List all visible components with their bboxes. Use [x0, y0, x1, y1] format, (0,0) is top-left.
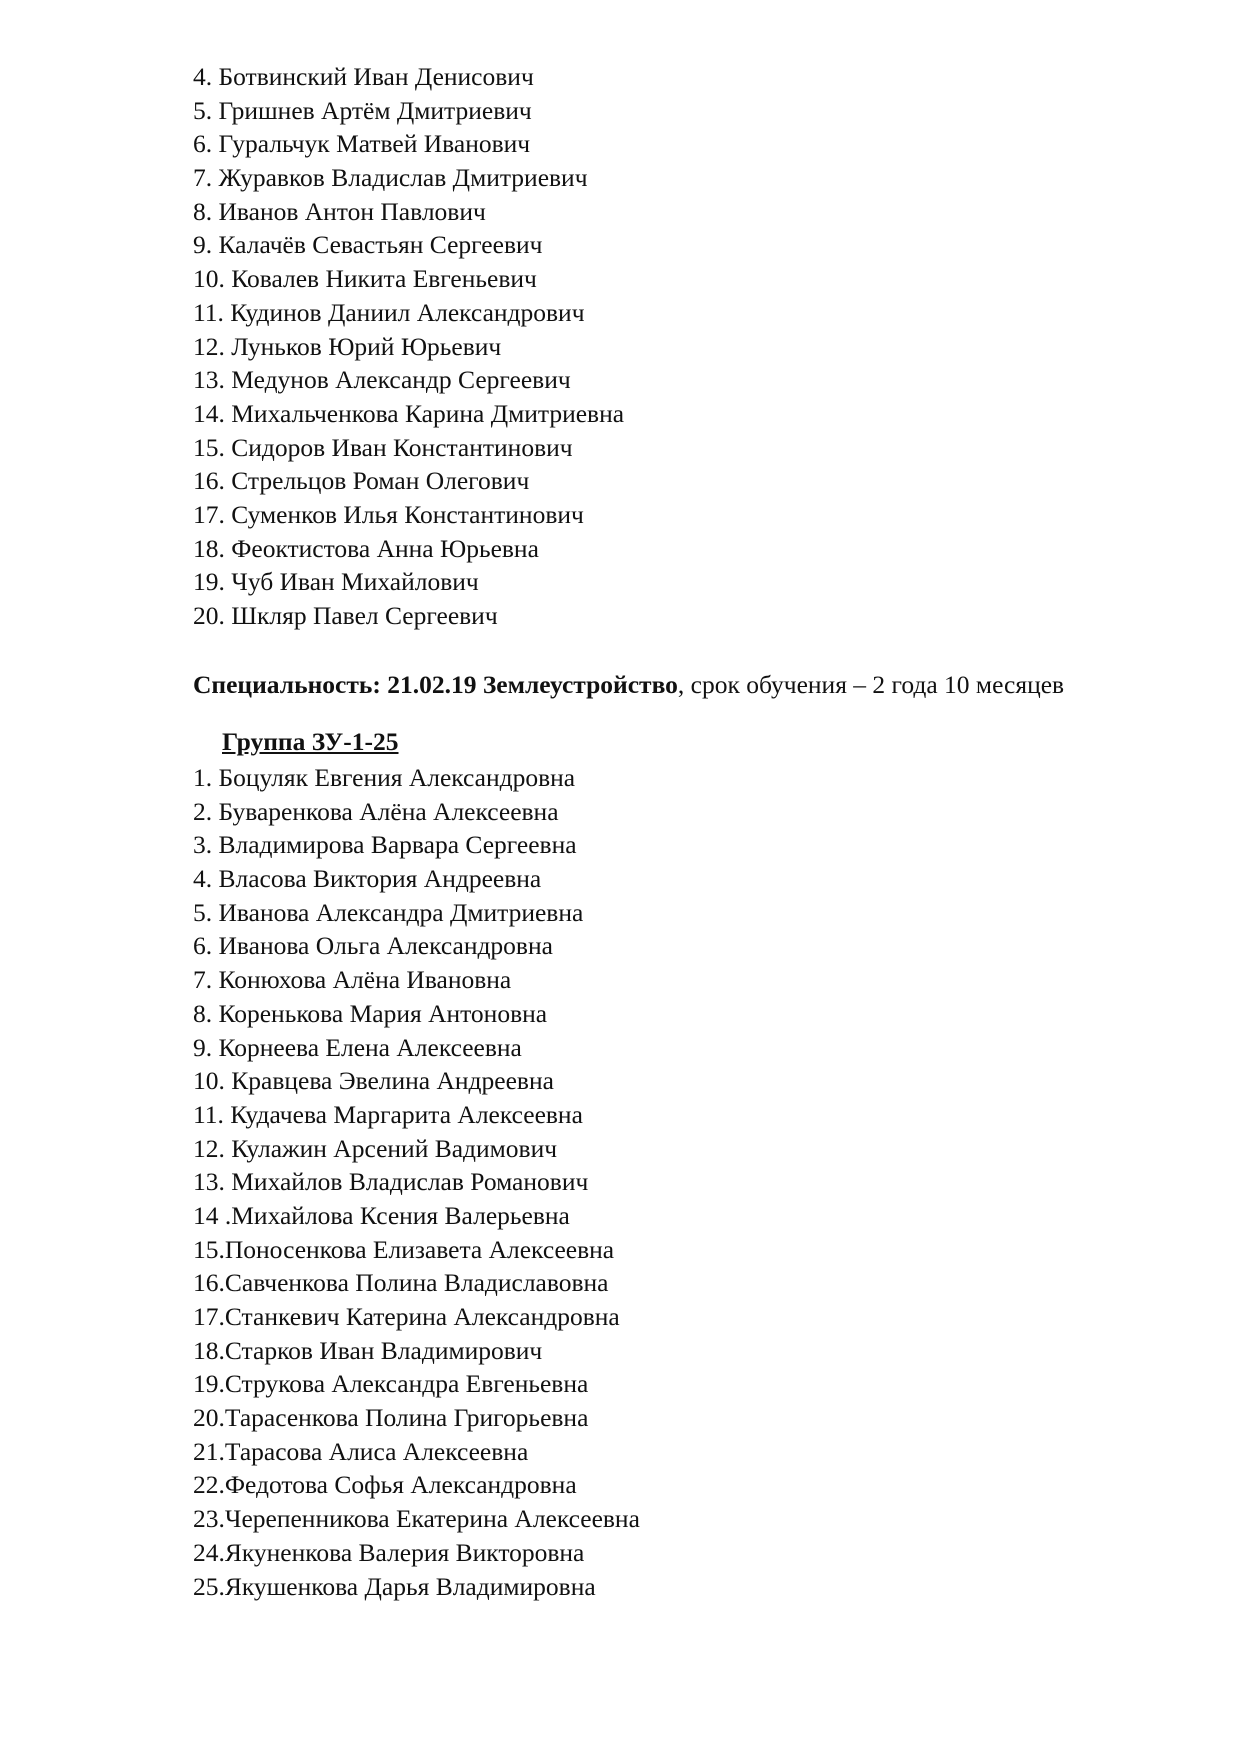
- group-heading: Группа ЗУ-1-25: [222, 727, 399, 756]
- list-item: 12. Кулажин Арсений Вадимович: [193, 1133, 558, 1163]
- list-item: 3. Владимирова Варвара Сергеевна: [193, 830, 577, 860]
- list-item: 24.Якуненкова Валерия Викторовна: [193, 1537, 585, 1567]
- list-item: 20. Шкляр Павел Сергеевич: [193, 601, 498, 630]
- specialty-label: Специальность: 21.02.19 Землеустройство: [193, 670, 678, 699]
- list-item: 22.Федотова Софья Александровна: [193, 1470, 577, 1500]
- list-item: 10. Кравцева Эвелина Андреевна: [193, 1066, 554, 1096]
- list-item: 25.Якушенкова Дарья Владимировна: [193, 1571, 596, 1601]
- list-item: 19. Чуб Иван Михайлович: [193, 567, 479, 597]
- list-item: 23.Черепенникова Екатерина Алексеевна: [193, 1504, 640, 1534]
- list-item: 8. Иванов Антон Павлович: [193, 196, 486, 226]
- list-item: 11. Кудинов Даниил Александрович: [193, 297, 585, 327]
- list-item: 18.Старков Иван Владимирович: [193, 1335, 543, 1365]
- specialty-line: [193, 668, 1064, 702]
- list-item: 19.Струкова Александра Евгеньевна: [193, 1369, 589, 1399]
- list-item: 4. Власова Виктория Андреевна: [193, 864, 542, 894]
- list-item: 2. Буваренкова Алёна Алексеевна: [193, 796, 559, 826]
- list-item: 14 .Михайлова Ксения Валерьевна: [193, 1200, 570, 1230]
- list-item: 15. Сидоров Иван Константинович: [193, 432, 573, 462]
- student-list-previous-group: [193, 60, 624, 633]
- list-item: 21.Тарасова Алиса Алексеевна: [193, 1436, 529, 1466]
- list-item: 7. Журавков Владислав Дмитриевич: [193, 163, 588, 193]
- list-item: 9. Корнеева Елена Алексеевна: [193, 1032, 522, 1062]
- list-item: 20.Тарасенкова Полина Григорьевна: [193, 1403, 589, 1433]
- list-item: 16.Савченкова Полина Владиславовна: [193, 1268, 609, 1298]
- list-item: 18. Феоктистова Анна Юрьевна: [193, 533, 539, 563]
- list-item: 12. Луньков Юрий Юрьевич: [193, 331, 502, 361]
- list-item: 10. Ковалев Никита Евгеньевич: [193, 264, 537, 294]
- list-item: 5. Иванова Александра Дмитриевна: [193, 897, 584, 927]
- list-item: 17.Станкевич Катерина Александровна: [193, 1302, 620, 1331]
- list-item: 13. Медунов Александр Сергеевич: [193, 365, 571, 395]
- list-item: 11. Кудачева Маргарита Алексеевна: [193, 1099, 583, 1129]
- student-list-group: [193, 761, 640, 1603]
- list-item: 8. Коренькова Мария Антоновна: [193, 998, 548, 1028]
- list-item: 17. Суменков Илья Константинович: [193, 499, 584, 529]
- list-item: 16. Стрельцов Роман Олегович: [193, 466, 530, 496]
- list-item: 7. Конюхова Алёна Ивановна: [193, 965, 512, 995]
- list-item: 13. Михайлов Владислав Романович: [193, 1167, 589, 1197]
- list-item: 4. Ботвинский Иван Денисович: [193, 62, 534, 91]
- list-item: 9. Калачёв Севастьян Сергеевич: [193, 230, 543, 260]
- list-item: 6. Иванова Ольга Александровна: [193, 931, 553, 961]
- list-item: 5. Гришнев Артём Дмитриевич: [193, 95, 532, 125]
- list-item: 15.Поносенкова Елизавета Алексеевна: [193, 1234, 615, 1264]
- list-item: 14. Михальченкова Карина Дмитриевна: [193, 398, 625, 428]
- list-item: 1. Боцуляк Евгения Александровна: [193, 763, 576, 792]
- specialty-duration: , срок обучения – 2 года 10 месяцев: [677, 670, 1065, 699]
- list-item: 6. Гуральчук Матвей Иванович: [193, 129, 531, 159]
